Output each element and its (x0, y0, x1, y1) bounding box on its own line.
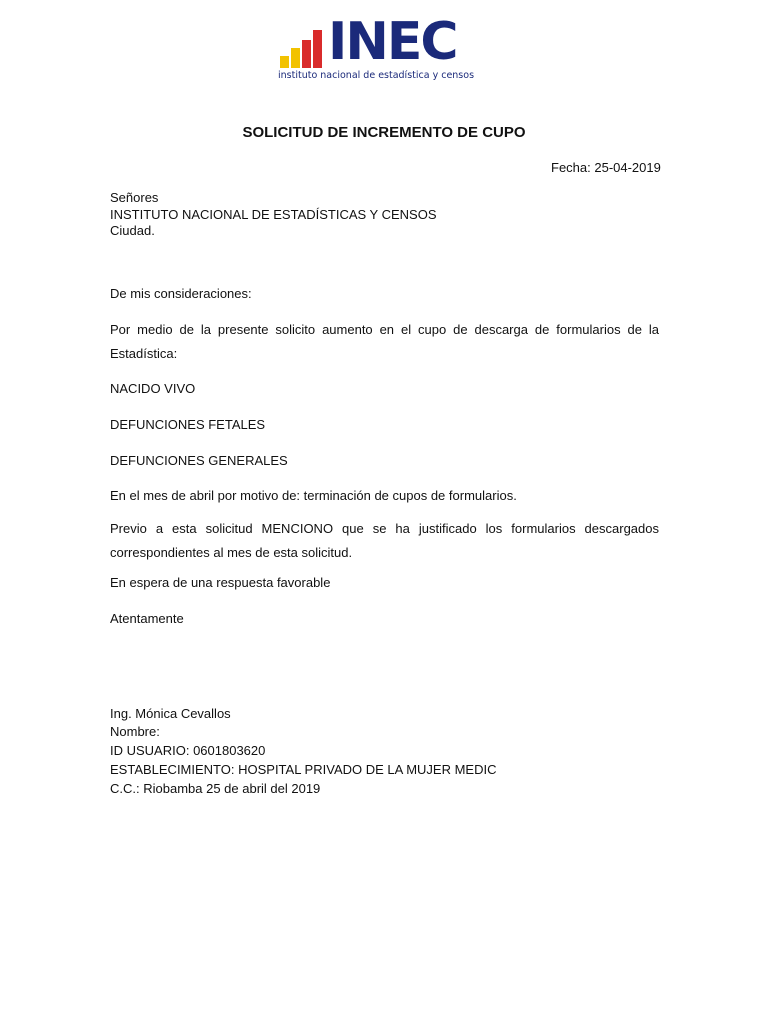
document-title: SOLICITUD DE INCREMENTO DE CUPO (242, 124, 526, 141)
logo-bar-3 (302, 40, 311, 68)
closing-text: Atentamente (110, 611, 184, 626)
reason-text: En el mes de abril por motivo de: terminación de cupos de formularios. (110, 488, 517, 503)
signature-name: Ing. Mónica Cevallos (110, 706, 231, 721)
logo-subtitle: instituto nacional de estadística y censos (278, 70, 475, 81)
signature-cc: C.C.: Riobamba 25 de abril del 2019 (110, 781, 321, 796)
greeting: De mis consideraciones: (110, 286, 252, 301)
waiting-text: En espera de una respuesta favorable (110, 575, 331, 590)
recipient-institution: INSTITUTO NACIONAL DE ESTADÍSTICAS Y CENSOS (110, 207, 437, 222)
recipient-city: Ciudad. (110, 223, 155, 238)
document-date: Fecha: 25-04-2019 (551, 160, 661, 175)
inec-logo (278, 12, 478, 84)
signature-name-label: Nombre: (110, 724, 160, 739)
signature-user-id: ID USUARIO: 0601803620 (110, 743, 266, 758)
list-item: NACIDO VIVO (110, 381, 196, 396)
logo-word: INEC (328, 12, 457, 72)
recipient-salutation: Señores (110, 190, 159, 205)
list-item: DEFUNCIONES GENERALES (110, 453, 288, 468)
justification-paragraph: Previo a esta solicitud MENCIONO que se ha justificado los formularios descargados correspondientes al mes de esta solicitud. (110, 521, 659, 560)
logo-bar-2 (291, 48, 300, 68)
request-paragraph: Por medio de la presente solicito aumento en el cupo de descarga de formularios de la Estadística: (110, 322, 659, 361)
signature-establishment: ESTABLECIMIENTO: HOSPITAL PRIVADO DE LA MUJER MEDIC (110, 762, 497, 777)
logo-bar-1 (280, 56, 289, 68)
logo-bar-4 (313, 30, 322, 68)
list-item: DEFUNCIONES FETALES (110, 417, 266, 432)
